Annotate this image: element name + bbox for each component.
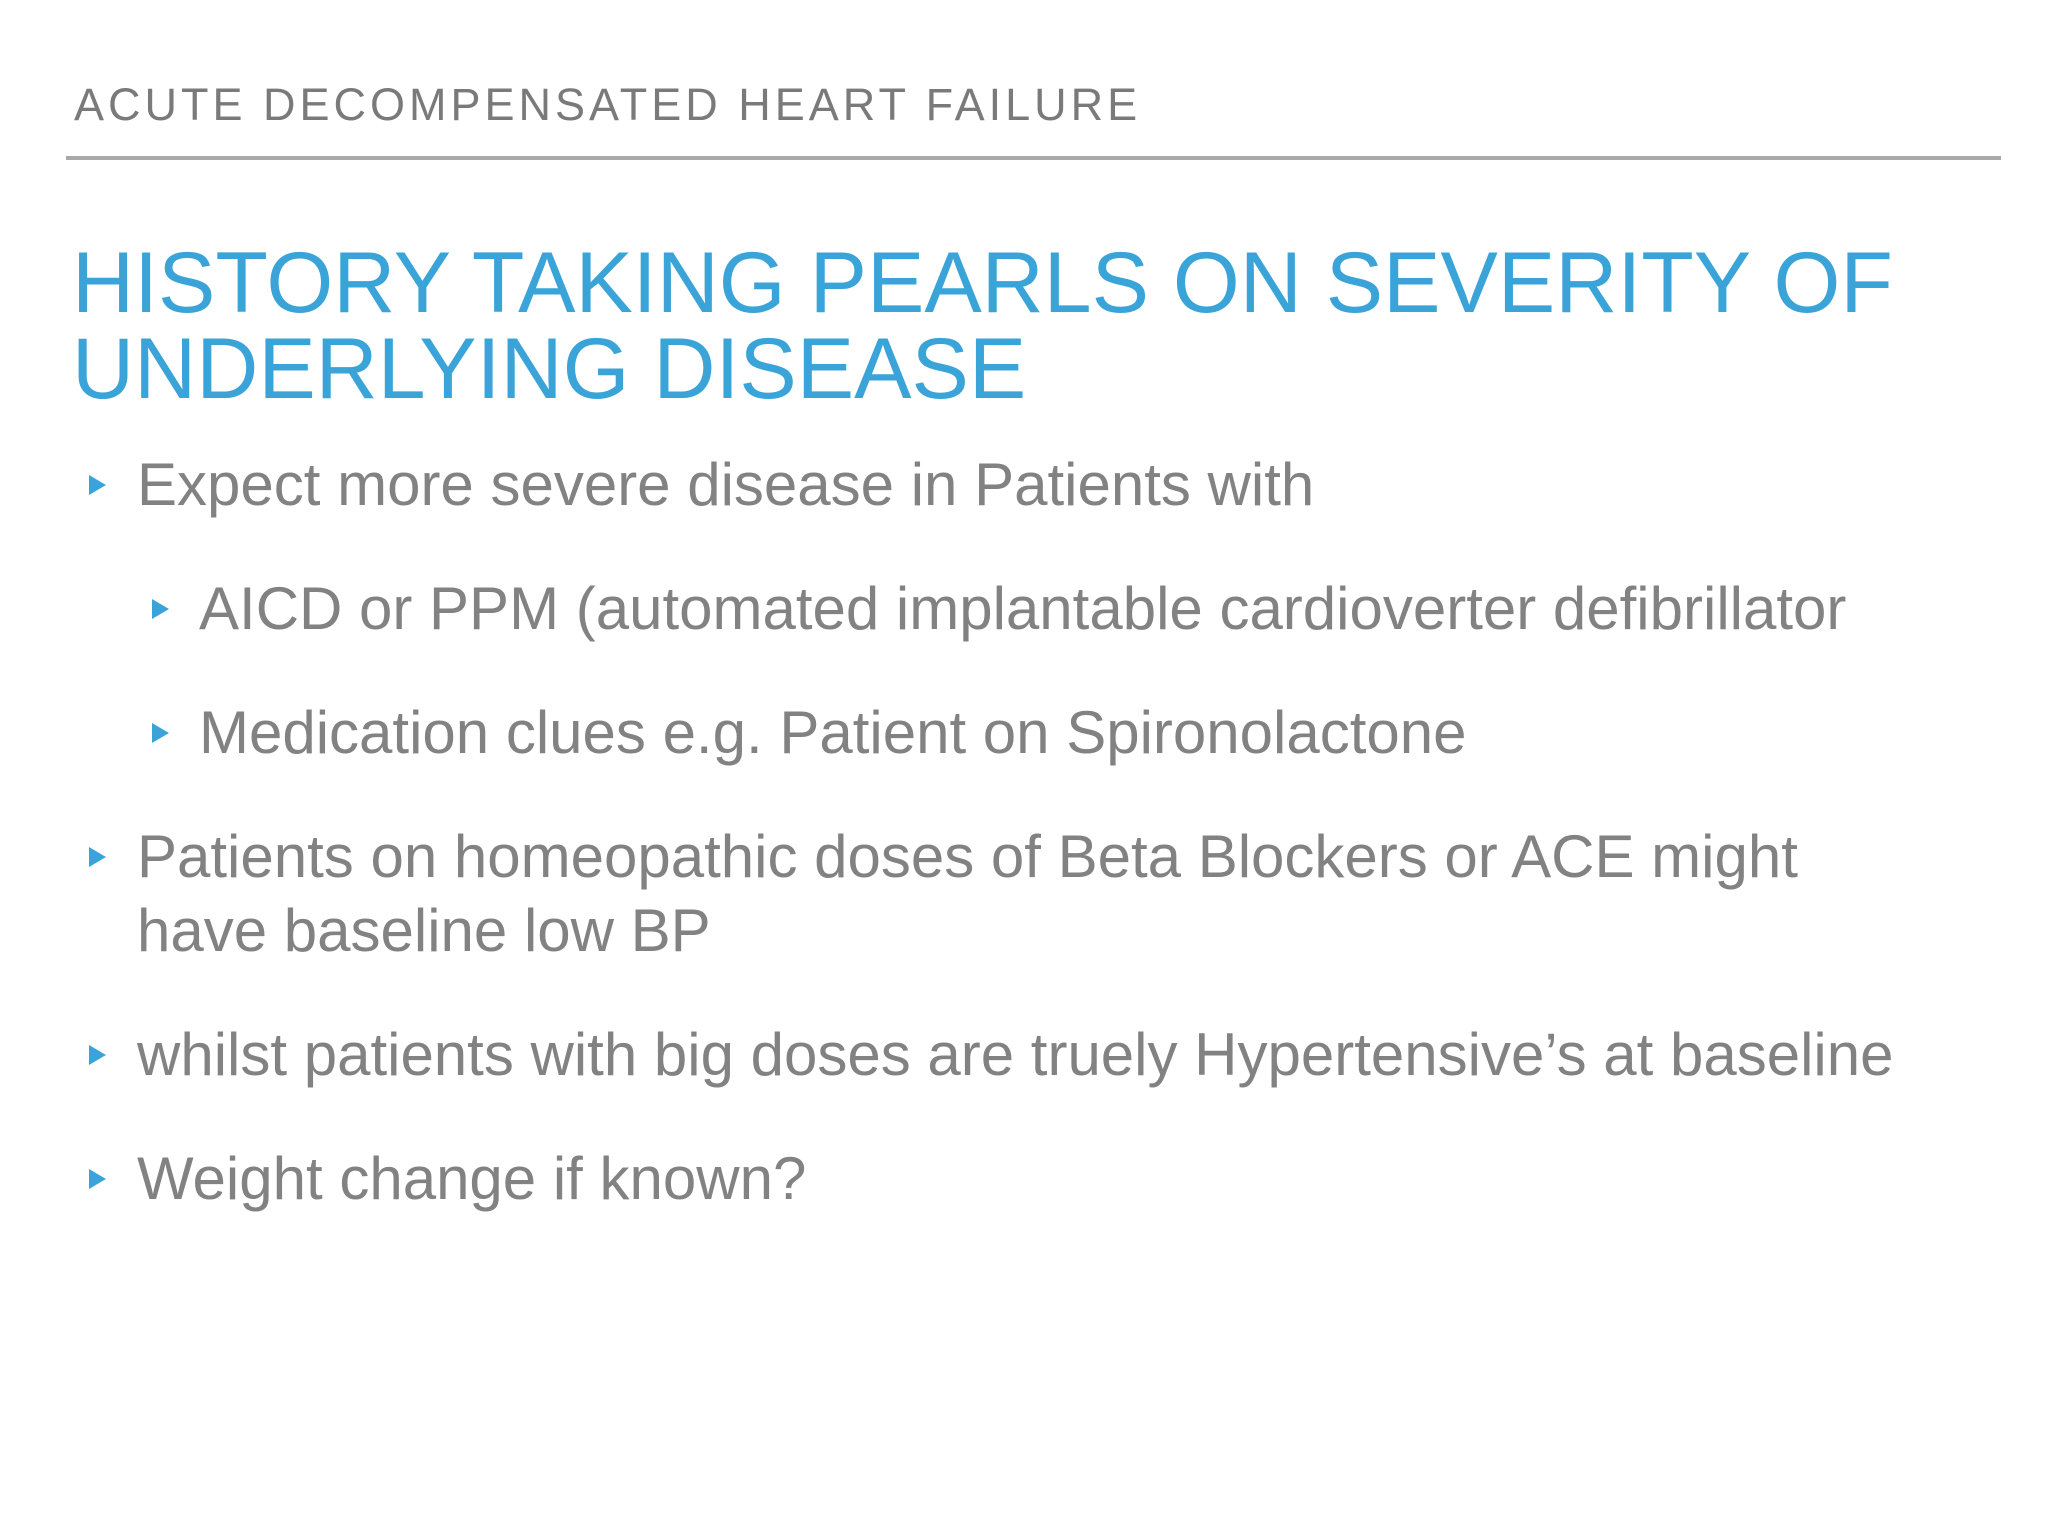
bullet-text: Expect more severe disease in Patients with — [137, 451, 1315, 518]
triangle-right-icon — [89, 1169, 106, 1189]
bullet-text: AICD or PPM (automated implantable cardioverter defibrillator — [199, 575, 1847, 642]
triangle-right-icon — [152, 723, 169, 743]
slide-title-line: HISTORY TAKING PEARLS ON SEVERITY OF — [72, 235, 1893, 331]
bullet-item — [89, 1018, 1893, 1092]
bullet-text: Weight change if known? — [137, 1145, 807, 1212]
bullet-item — [89, 448, 1314, 522]
sub-bullet-item — [152, 696, 1466, 770]
triangle-right-icon — [152, 599, 169, 619]
section-header: ACUTE DECOMPENSATED HEART FAILURE — [74, 79, 1142, 130]
bullet-text: Medication clues e.g. Patient on Spironolactone — [199, 699, 1467, 766]
bullet-item — [89, 1142, 806, 1216]
bullet-text: Patients on homeopathic doses of Beta Blockers or ACE might — [137, 823, 1798, 890]
bullet-item — [89, 820, 1798, 968]
triangle-right-icon — [89, 847, 106, 867]
bullet-text: have baseline low BP — [137, 897, 711, 964]
triangle-right-icon — [89, 475, 106, 495]
triangle-right-icon — [89, 1045, 106, 1065]
sub-bullet-item — [152, 572, 1846, 646]
slide-title-line: UNDERLYING DISEASE — [72, 321, 1027, 417]
bullet-text: whilst patients with big doses are truely Hypertensive’s at baseline — [137, 1021, 1894, 1088]
